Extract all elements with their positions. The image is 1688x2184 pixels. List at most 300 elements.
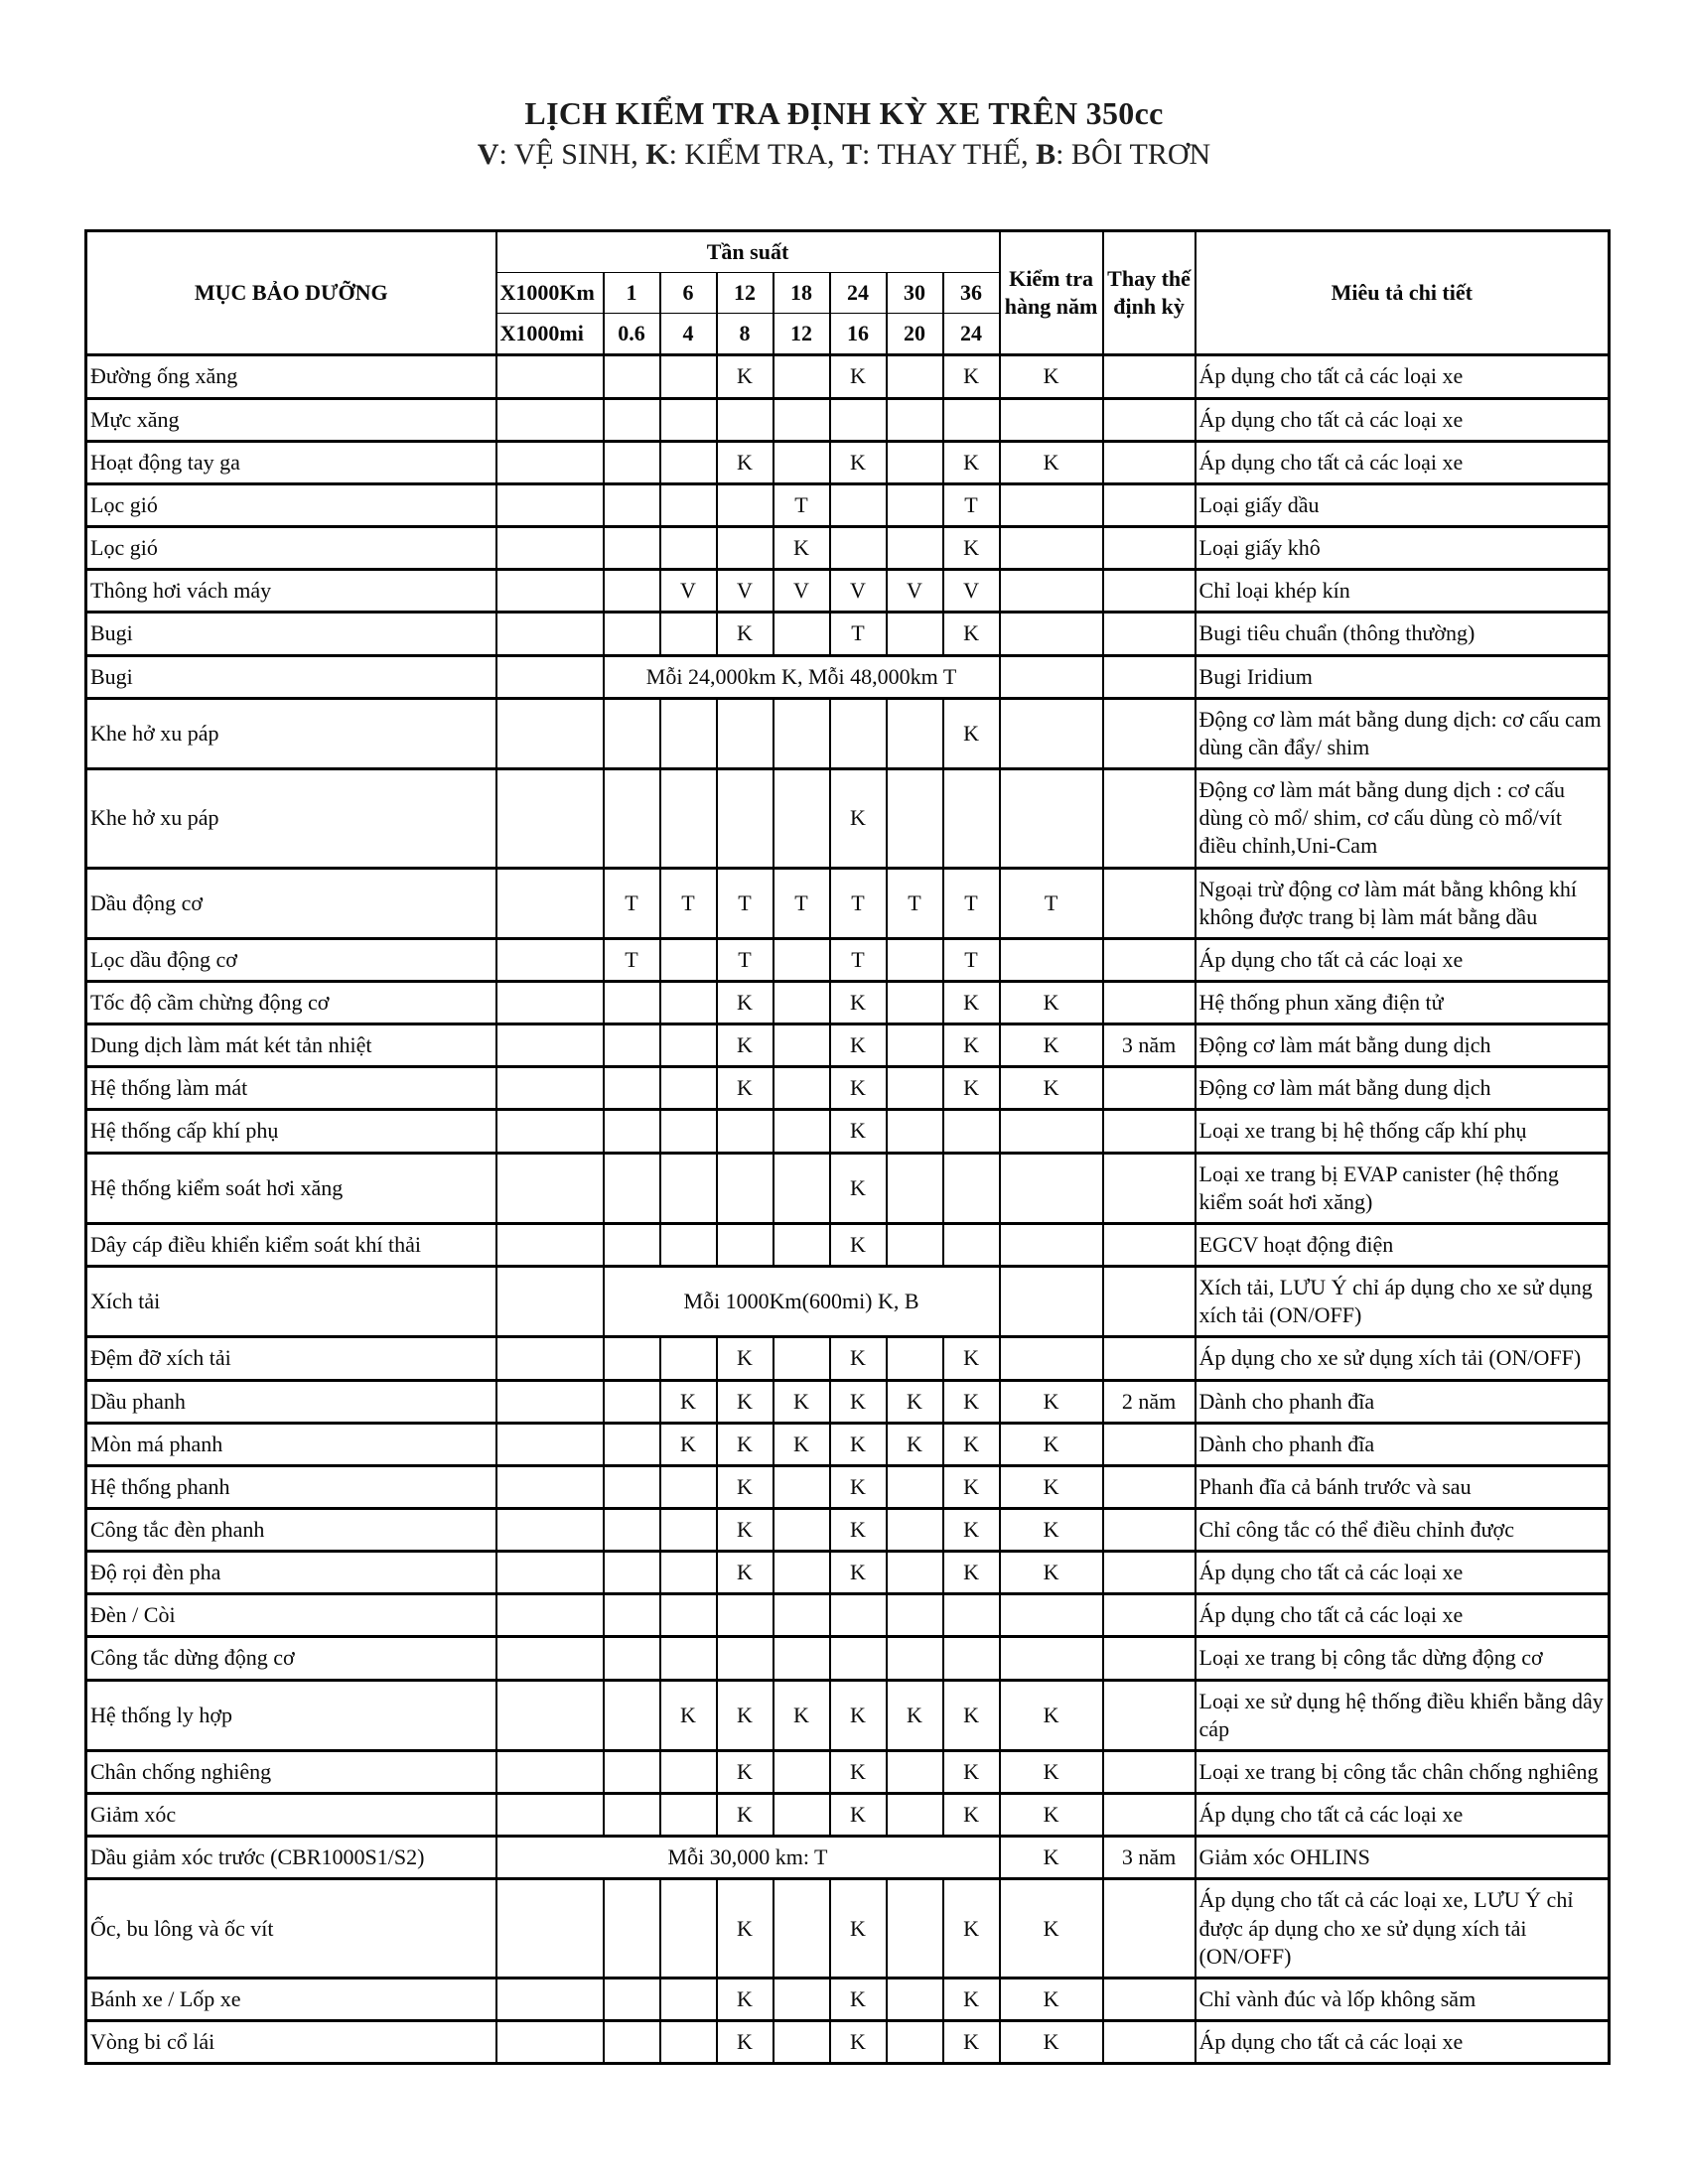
frequency-mark-cell bbox=[943, 769, 1000, 868]
frequency-mark-cell: T bbox=[717, 868, 774, 938]
frequency-mark-cell bbox=[717, 527, 774, 570]
annual-check-cell: K bbox=[1000, 1465, 1103, 1508]
table-row bbox=[86, 355, 1610, 398]
maintenance-table bbox=[84, 229, 1611, 2065]
description-cell: Áp dụng cho tất cả các loại xe bbox=[1196, 1552, 1610, 1594]
col-header-frequency-group: Tần suất bbox=[496, 231, 1000, 273]
annual-check-cell: K bbox=[1000, 1423, 1103, 1465]
frequency-mark-cell: T bbox=[943, 868, 1000, 938]
frequency-mark-cell bbox=[774, 1110, 830, 1153]
frequency-mark-cell bbox=[660, 1024, 717, 1067]
frequency-mark-cell bbox=[717, 1110, 774, 1153]
frequency-mark-cell: K bbox=[717, 1509, 774, 1552]
table-row bbox=[86, 1637, 1610, 1680]
frequency-mark-cell bbox=[660, 698, 717, 768]
periodic-replace-cell bbox=[1103, 613, 1196, 655]
frequency-mark-cell bbox=[717, 769, 774, 868]
frequency-mark-cell bbox=[774, 769, 830, 868]
frequency-mark-cell: K bbox=[830, 981, 887, 1024]
frequency-mark-cell bbox=[774, 1750, 830, 1793]
frequency-mark-cell bbox=[604, 1594, 660, 1637]
table-row bbox=[86, 1153, 1610, 1223]
annual-check-cell bbox=[1000, 1337, 1103, 1380]
frequency-mark-cell: K bbox=[943, 1750, 1000, 1793]
frequency-mark-cell: K bbox=[943, 981, 1000, 1024]
frequency-mark-cell: K bbox=[774, 1680, 830, 1750]
frequency-mark-cell: K bbox=[887, 1423, 943, 1465]
frequency-mark-cell: K bbox=[830, 1223, 887, 1266]
frequency-mark-cell: K bbox=[943, 1509, 1000, 1552]
interval-note-cell: Mỗi 30,000 km: T bbox=[496, 1837, 1000, 1879]
interval-unit-cell bbox=[496, 1750, 604, 1793]
frequency-mark-cell: K bbox=[717, 1978, 774, 2020]
frequency-mark-cell bbox=[774, 1879, 830, 1978]
item-cell: Bánh xe / Lốp xe bbox=[86, 1978, 496, 2020]
table-row bbox=[86, 1380, 1610, 1423]
item-cell: Khe hở xu páp bbox=[86, 698, 496, 768]
frequency-mark-cell bbox=[604, 1879, 660, 1978]
table-row bbox=[86, 1465, 1610, 1508]
interval-unit-cell bbox=[496, 1223, 604, 1266]
frequency-mark-cell: K bbox=[717, 981, 774, 1024]
frequency-mark-cell bbox=[604, 2021, 660, 2064]
frequency-mark-cell: K bbox=[943, 1552, 1000, 1594]
frequency-mark-cell: V bbox=[660, 570, 717, 613]
interval-unit-cell bbox=[496, 613, 604, 655]
frequency-mark-cell: K bbox=[830, 1552, 887, 1594]
frequency-mark-cell: K bbox=[830, 1153, 887, 1223]
frequency-mark-cell bbox=[604, 1380, 660, 1423]
description-cell: Động cơ làm mát bằng dung dịch: cơ cấu cam dùng cần đẩy/ shim bbox=[1196, 698, 1610, 768]
frequency-mark-cell bbox=[660, 981, 717, 1024]
table-row bbox=[86, 2021, 1610, 2064]
frequency-mark-cell bbox=[887, 398, 943, 441]
item-cell: Thông hơi vách máy bbox=[86, 570, 496, 613]
frequency-mark-cell bbox=[887, 1509, 943, 1552]
frequency-mark-cell bbox=[660, 1552, 717, 1594]
frequency-mark-cell bbox=[604, 1978, 660, 2020]
frequency-mark-cell bbox=[887, 1794, 943, 1837]
mi-value: 24 bbox=[943, 314, 1000, 355]
frequency-mark-cell: K bbox=[717, 613, 774, 655]
description-cell: Hệ thống phun xăng điện tử bbox=[1196, 981, 1610, 1024]
frequency-mark-cell bbox=[604, 1223, 660, 1266]
annual-check-cell bbox=[1000, 570, 1103, 613]
frequency-mark-cell bbox=[604, 1153, 660, 1223]
frequency-mark-cell bbox=[660, 1223, 717, 1266]
frequency-mark-cell: K bbox=[717, 1024, 774, 1067]
description-cell: Dành cho phanh đĩa bbox=[1196, 1423, 1610, 1465]
frequency-mark-cell bbox=[604, 355, 660, 398]
frequency-mark-cell bbox=[830, 527, 887, 570]
annual-check-cell: K bbox=[1000, 2021, 1103, 2064]
table-row bbox=[86, 1750, 1610, 1793]
frequency-mark-cell: K bbox=[830, 769, 887, 868]
frequency-mark-cell bbox=[887, 981, 943, 1024]
frequency-mark-cell bbox=[887, 1337, 943, 1380]
frequency-mark-cell: K bbox=[774, 1380, 830, 1423]
frequency-mark-cell: K bbox=[943, 1465, 1000, 1508]
interval-unit-cell bbox=[496, 1267, 604, 1337]
table-row bbox=[86, 483, 1610, 526]
periodic-replace-cell bbox=[1103, 1794, 1196, 1837]
item-cell: Hoạt động tay ga bbox=[86, 441, 496, 483]
description-cell: Áp dụng cho tất cả các loại xe bbox=[1196, 1794, 1610, 1837]
km-value: 12 bbox=[717, 273, 774, 314]
item-cell: Dầu động cơ bbox=[86, 868, 496, 938]
annual-check-cell bbox=[1000, 613, 1103, 655]
frequency-mark-cell: T bbox=[830, 868, 887, 938]
periodic-replace-cell bbox=[1103, 698, 1196, 768]
frequency-mark-cell bbox=[774, 981, 830, 1024]
frequency-mark-cell: K bbox=[830, 1024, 887, 1067]
item-cell: Hệ thống làm mát bbox=[86, 1067, 496, 1110]
frequency-mark-cell bbox=[887, 1637, 943, 1680]
table-row bbox=[86, 769, 1610, 868]
frequency-mark-cell bbox=[887, 1750, 943, 1793]
table-row bbox=[86, 1837, 1610, 1879]
frequency-mark-cell bbox=[604, 483, 660, 526]
frequency-mark-cell: K bbox=[717, 1423, 774, 1465]
legend-key: K bbox=[645, 138, 669, 171]
description-cell: Giảm xóc OHLINS bbox=[1196, 1837, 1610, 1879]
description-cell: Loại xe trang bị công tắc dừng động cơ bbox=[1196, 1637, 1610, 1680]
item-cell: Dây cáp điều khiển kiểm soát khí thải bbox=[86, 1223, 496, 1266]
frequency-mark-cell: K bbox=[717, 441, 774, 483]
frequency-mark-cell: K bbox=[717, 2021, 774, 2064]
frequency-mark-cell bbox=[887, 2021, 943, 2064]
frequency-mark-cell: T bbox=[830, 938, 887, 981]
frequency-mark-cell: K bbox=[943, 441, 1000, 483]
periodic-replace-cell bbox=[1103, 655, 1196, 698]
frequency-mark-cell bbox=[604, 570, 660, 613]
item-cell: Bugi bbox=[86, 613, 496, 655]
frequency-mark-cell bbox=[887, 613, 943, 655]
periodic-replace-cell bbox=[1103, 868, 1196, 938]
frequency-mark-cell bbox=[604, 1509, 660, 1552]
interval-unit-cell bbox=[496, 1153, 604, 1223]
frequency-mark-cell: K bbox=[717, 1337, 774, 1380]
description-cell: EGCV hoạt động điện bbox=[1196, 1223, 1610, 1266]
frequency-mark-cell bbox=[660, 613, 717, 655]
frequency-mark-cell bbox=[604, 981, 660, 1024]
frequency-mark-cell: K bbox=[660, 1423, 717, 1465]
item-cell: Hệ thống kiểm soát hơi xăng bbox=[86, 1153, 496, 1223]
frequency-mark-cell: K bbox=[943, 1380, 1000, 1423]
interval-unit-cell bbox=[496, 1552, 604, 1594]
description-cell: Chỉ công tắc có thể điều chỉnh được bbox=[1196, 1509, 1610, 1552]
annual-check-cell bbox=[1000, 1223, 1103, 1266]
frequency-mark-cell bbox=[830, 483, 887, 526]
frequency-mark-cell bbox=[660, 1978, 717, 2020]
interval-unit-cell bbox=[496, 1794, 604, 1837]
interval-unit-cell bbox=[496, 570, 604, 613]
km-value: 36 bbox=[943, 273, 1000, 314]
table-row bbox=[86, 1794, 1610, 1837]
description-cell: Áp dụng cho tất cả các loại xe bbox=[1196, 1594, 1610, 1637]
periodic-replace-cell bbox=[1103, 1223, 1196, 1266]
frequency-mark-cell bbox=[887, 1067, 943, 1110]
table-header bbox=[86, 231, 1610, 355]
frequency-mark-cell bbox=[774, 441, 830, 483]
frequency-mark-cell: K bbox=[717, 1380, 774, 1423]
frequency-mark-cell: K bbox=[660, 1380, 717, 1423]
frequency-mark-cell bbox=[604, 441, 660, 483]
item-cell: Đèn / Còi bbox=[86, 1594, 496, 1637]
interval-unit-cell bbox=[496, 1110, 604, 1153]
frequency-mark-cell bbox=[887, 1465, 943, 1508]
item-cell: Hệ thống phanh bbox=[86, 1465, 496, 1508]
frequency-mark-cell bbox=[604, 769, 660, 868]
frequency-mark-cell bbox=[887, 1223, 943, 1266]
frequency-mark-cell bbox=[774, 355, 830, 398]
frequency-mark-cell: T bbox=[717, 938, 774, 981]
frequency-mark-cell bbox=[660, 1465, 717, 1508]
frequency-mark-cell bbox=[774, 1153, 830, 1223]
periodic-replace-cell bbox=[1103, 1637, 1196, 1680]
annual-check-cell: K bbox=[1000, 441, 1103, 483]
frequency-mark-cell bbox=[604, 527, 660, 570]
frequency-mark-cell bbox=[774, 1509, 830, 1552]
item-cell: Hệ thống ly hợp bbox=[86, 1680, 496, 1750]
frequency-mark-cell bbox=[943, 1223, 1000, 1266]
frequency-mark-cell: T bbox=[830, 613, 887, 655]
frequency-mark-cell: K bbox=[660, 1680, 717, 1750]
interval-unit-cell bbox=[496, 2021, 604, 2064]
periodic-replace-cell bbox=[1103, 355, 1196, 398]
frequency-mark-cell bbox=[774, 1637, 830, 1680]
annual-check-cell bbox=[1000, 1594, 1103, 1637]
interval-note-cell: Mỗi 24,000km K, Mỗi 48,000km T bbox=[604, 655, 1000, 698]
item-cell: Mực xăng bbox=[86, 398, 496, 441]
frequency-mark-cell bbox=[604, 1794, 660, 1837]
frequency-mark-cell bbox=[604, 698, 660, 768]
table-row bbox=[86, 1067, 1610, 1110]
frequency-mark-cell bbox=[604, 1423, 660, 1465]
annual-check-cell: K bbox=[1000, 1879, 1103, 1978]
frequency-mark-cell bbox=[943, 1637, 1000, 1680]
interval-unit-cell bbox=[496, 527, 604, 570]
description-cell: Loại giấy khô bbox=[1196, 527, 1610, 570]
interval-unit-cell bbox=[496, 1978, 604, 2020]
frequency-mark-cell: K bbox=[830, 1067, 887, 1110]
frequency-mark-cell: K bbox=[943, 613, 1000, 655]
frequency-mark-cell bbox=[887, 1594, 943, 1637]
item-cell: Công tắc đèn phanh bbox=[86, 1509, 496, 1552]
annual-check-cell: K bbox=[1000, 1978, 1103, 2020]
description-cell: Bugi Iridium bbox=[1196, 655, 1610, 698]
interval-unit-cell bbox=[496, 355, 604, 398]
frequency-mark-cell bbox=[660, 769, 717, 868]
table-row bbox=[86, 1024, 1610, 1067]
table-row bbox=[86, 1423, 1610, 1465]
mi-unit-label: X1000mi bbox=[496, 314, 604, 355]
frequency-mark-cell: K bbox=[943, 1794, 1000, 1837]
frequency-mark-cell bbox=[660, 1750, 717, 1793]
frequency-mark-cell bbox=[717, 483, 774, 526]
description-cell: Áp dụng cho tất cả các loại xe bbox=[1196, 355, 1610, 398]
interval-unit-cell bbox=[496, 1879, 604, 1978]
mi-value: 0.6 bbox=[604, 314, 660, 355]
item-cell: Lọc gió bbox=[86, 527, 496, 570]
annual-check-cell bbox=[1000, 398, 1103, 441]
item-cell: Giảm xóc bbox=[86, 1794, 496, 1837]
annual-check-cell: K bbox=[1000, 981, 1103, 1024]
frequency-mark-cell: T bbox=[943, 483, 1000, 526]
frequency-mark-cell bbox=[774, 1794, 830, 1837]
table-row bbox=[86, 527, 1610, 570]
col-header-periodic-replace: Thay thế định kỳ bbox=[1103, 231, 1196, 355]
description-cell: Loại giấy dầu bbox=[1196, 483, 1610, 526]
frequency-mark-cell: K bbox=[774, 1423, 830, 1465]
table-row bbox=[86, 1680, 1610, 1750]
frequency-mark-cell bbox=[830, 698, 887, 768]
periodic-replace-cell bbox=[1103, 1337, 1196, 1380]
frequency-mark-cell bbox=[660, 441, 717, 483]
frequency-mark-cell bbox=[887, 698, 943, 768]
frequency-mark-cell bbox=[830, 1594, 887, 1637]
frequency-mark-cell bbox=[604, 1110, 660, 1153]
frequency-mark-cell: K bbox=[943, 1680, 1000, 1750]
annual-check-cell bbox=[1000, 698, 1103, 768]
interval-unit-cell bbox=[496, 1423, 604, 1465]
annual-check-cell bbox=[1000, 483, 1103, 526]
legend-key: V bbox=[477, 138, 499, 171]
frequency-mark-cell bbox=[717, 698, 774, 768]
periodic-replace-cell bbox=[1103, 1750, 1196, 1793]
periodic-replace-cell bbox=[1103, 1153, 1196, 1223]
frequency-mark-cell bbox=[604, 1750, 660, 1793]
description-cell: Áp dụng cho tất cả các loại xe bbox=[1196, 2021, 1610, 2064]
periodic-replace-cell bbox=[1103, 1879, 1196, 1978]
table-row bbox=[86, 1223, 1610, 1266]
annual-check-cell: K bbox=[1000, 1552, 1103, 1594]
frequency-mark-cell bbox=[943, 1594, 1000, 1637]
frequency-mark-cell: T bbox=[774, 483, 830, 526]
mi-value: 4 bbox=[660, 314, 717, 355]
periodic-replace-cell bbox=[1103, 1067, 1196, 1110]
frequency-mark-cell: K bbox=[943, 1337, 1000, 1380]
col-header-annual-check: Kiểm tra hàng năm bbox=[1000, 231, 1103, 355]
frequency-mark-cell bbox=[943, 1110, 1000, 1153]
annual-check-cell: K bbox=[1000, 1067, 1103, 1110]
frequency-mark-cell: K bbox=[830, 1337, 887, 1380]
periodic-replace-cell bbox=[1103, 769, 1196, 868]
periodic-replace-cell bbox=[1103, 1110, 1196, 1153]
description-cell: Động cơ làm mát bằng dung dịch bbox=[1196, 1067, 1610, 1110]
interval-unit-cell bbox=[496, 1594, 604, 1637]
frequency-mark-cell bbox=[774, 398, 830, 441]
frequency-mark-cell: K bbox=[943, 1978, 1000, 2020]
frequency-mark-cell bbox=[604, 1552, 660, 1594]
interval-unit-cell bbox=[496, 1024, 604, 1067]
frequency-mark-cell: V bbox=[717, 570, 774, 613]
annual-check-cell bbox=[1000, 1153, 1103, 1223]
frequency-mark-cell: V bbox=[943, 570, 1000, 613]
item-cell: Chân chống nghiêng bbox=[86, 1750, 496, 1793]
frequency-mark-cell bbox=[887, 1153, 943, 1223]
periodic-replace-cell bbox=[1103, 1594, 1196, 1637]
table-row bbox=[86, 1337, 1610, 1380]
description-cell: Áp dụng cho xe sử dụng xích tải (ON/OFF) bbox=[1196, 1337, 1610, 1380]
description-cell: Chỉ loại khép kín bbox=[1196, 570, 1610, 613]
interval-unit-cell bbox=[496, 441, 604, 483]
annual-check-cell: K bbox=[1000, 1509, 1103, 1552]
interval-unit-cell bbox=[496, 1465, 604, 1508]
item-cell: Công tắc dừng động cơ bbox=[86, 1637, 496, 1680]
frequency-mark-cell bbox=[774, 1978, 830, 2020]
annual-check-cell: T bbox=[1000, 868, 1103, 938]
frequency-mark-cell bbox=[887, 527, 943, 570]
frequency-mark-cell bbox=[887, 1879, 943, 1978]
item-cell: Dầu phanh bbox=[86, 1380, 496, 1423]
periodic-replace-cell bbox=[1103, 1552, 1196, 1594]
periodic-replace-cell bbox=[1103, 1423, 1196, 1465]
interval-unit-cell bbox=[496, 938, 604, 981]
table-row bbox=[86, 613, 1610, 655]
description-cell: Áp dụng cho tất cả các loại xe bbox=[1196, 938, 1610, 981]
frequency-mark-cell bbox=[717, 1223, 774, 1266]
frequency-mark-cell bbox=[717, 1637, 774, 1680]
annual-check-cell: K bbox=[1000, 1024, 1103, 1067]
frequency-mark-cell: K bbox=[830, 1794, 887, 1837]
km-value: 24 bbox=[830, 273, 887, 314]
interval-unit-cell bbox=[496, 698, 604, 768]
table-row bbox=[86, 1552, 1610, 1594]
frequency-mark-cell bbox=[774, 2021, 830, 2064]
annual-check-cell bbox=[1000, 938, 1103, 981]
frequency-mark-cell: T bbox=[604, 868, 660, 938]
annual-check-cell bbox=[1000, 655, 1103, 698]
interval-note-cell: Mỗi 1000Km(600mi) K, B bbox=[604, 1267, 1000, 1337]
frequency-mark-cell: K bbox=[774, 527, 830, 570]
legend: V: VỆ SINH, K: KIỂM TRA, T: THAY THẾ, B: BÔI TRƠN bbox=[477, 138, 1211, 171]
mi-value: 20 bbox=[887, 314, 943, 355]
description-cell: Loại xe trang bị EVAP canister (hệ thống kiểm soát hơi xăng) bbox=[1196, 1153, 1610, 1223]
frequency-mark-cell bbox=[660, 2021, 717, 2064]
frequency-mark-cell bbox=[660, 1153, 717, 1223]
col-header-description: Miêu tả chi tiết bbox=[1196, 231, 1610, 355]
item-cell: Bugi bbox=[86, 655, 496, 698]
mi-value: 12 bbox=[774, 314, 830, 355]
item-cell: Ốc, bu lông và ốc vít bbox=[86, 1879, 496, 1978]
table-row bbox=[86, 1267, 1610, 1337]
frequency-mark-cell bbox=[660, 483, 717, 526]
frequency-mark-cell bbox=[887, 355, 943, 398]
frequency-mark-cell: K bbox=[830, 1750, 887, 1793]
km-value: 6 bbox=[660, 273, 717, 314]
interval-unit-cell bbox=[496, 1380, 604, 1423]
frequency-mark-cell: K bbox=[943, 527, 1000, 570]
annual-check-cell: K bbox=[1000, 1837, 1103, 1879]
description-cell: Dành cho phanh đĩa bbox=[1196, 1380, 1610, 1423]
interval-unit-cell bbox=[496, 868, 604, 938]
frequency-mark-cell bbox=[660, 1794, 717, 1837]
interval-unit-cell bbox=[496, 1680, 604, 1750]
frequency-mark-cell: K bbox=[717, 1794, 774, 1837]
frequency-mark-cell: K bbox=[830, 1680, 887, 1750]
description-cell: Bugi tiêu chuẩn (thông thường) bbox=[1196, 613, 1610, 655]
frequency-mark-cell bbox=[887, 483, 943, 526]
interval-unit-cell bbox=[496, 1509, 604, 1552]
periodic-replace-cell bbox=[1103, 570, 1196, 613]
frequency-mark-cell bbox=[660, 938, 717, 981]
periodic-replace-cell bbox=[1103, 398, 1196, 441]
table-row bbox=[86, 698, 1610, 768]
col-header-item: MỤC BẢO DƯỠNG bbox=[86, 231, 496, 355]
description-cell: Phanh đĩa cả bánh trước và sau bbox=[1196, 1465, 1610, 1508]
periodic-replace-cell bbox=[1103, 1978, 1196, 2020]
